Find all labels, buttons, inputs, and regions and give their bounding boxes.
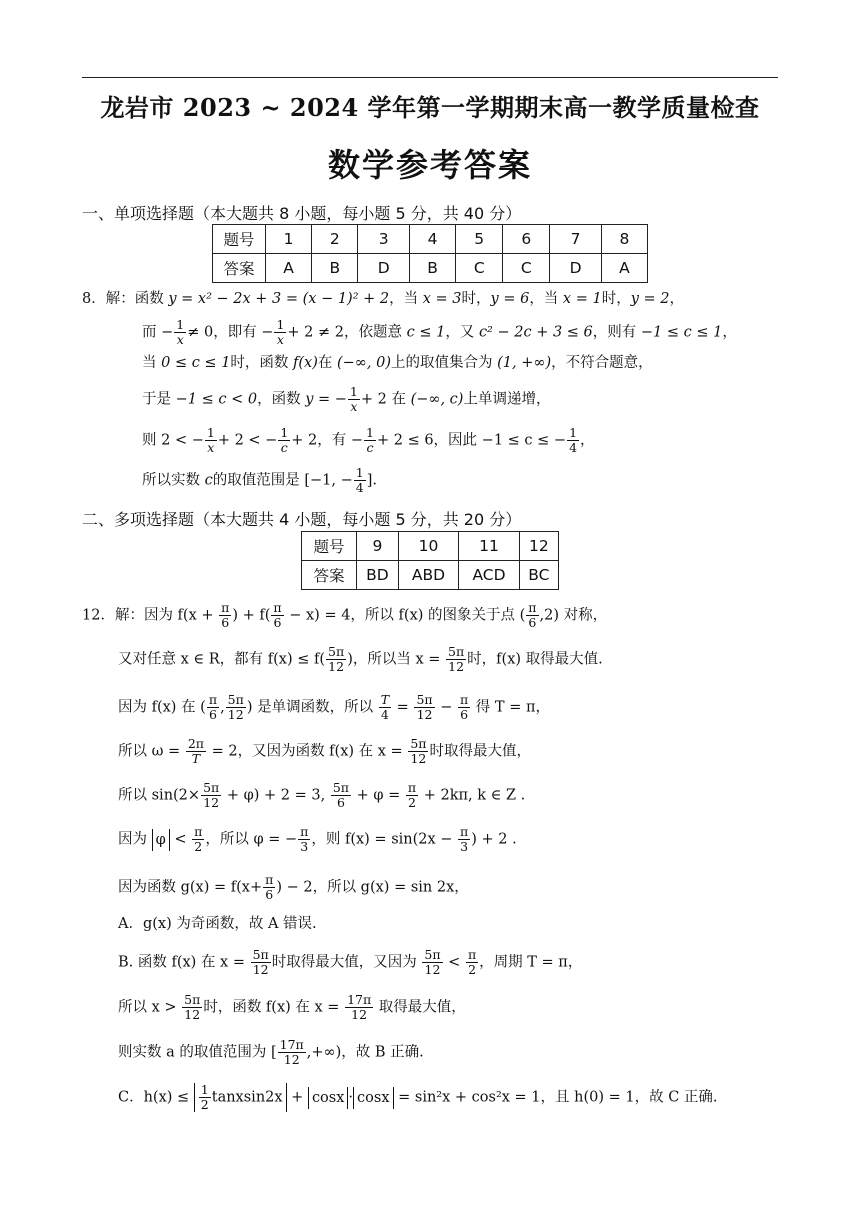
- text: − x) = 4，所以 f(x) 的图象关于点 (: [284, 607, 526, 624]
- numerator: π: [459, 692, 469, 707]
- text: = 2，又因为函数 f(x) 在 x =: [206, 743, 408, 760]
- numerator: 2π: [187, 736, 204, 751]
- text: + φ =: [352, 787, 405, 804]
- numerator: T: [380, 692, 390, 707]
- text: −: [435, 699, 457, 716]
- row-label: 答案: [302, 561, 357, 590]
- fraction: [271, 601, 283, 630]
- q12-line12: [118, 1083, 718, 1112]
- answer-cell: ABD: [398, 561, 459, 590]
- text: 取得最大值，: [374, 999, 466, 1016]
- math: (1, +∞): [497, 355, 552, 371]
- numerator: π: [407, 780, 417, 795]
- question-number-cell: 1: [266, 225, 312, 254]
- section1-heading: 一、单项选择题（本大题共 8 小题，每小题 5 分，共 40 分）: [82, 204, 522, 223]
- denominator: 12: [283, 1052, 300, 1067]
- text: 时，f(x) 取得最大值.: [467, 651, 603, 668]
- denominator: 6: [208, 707, 217, 722]
- q8-line4: [142, 385, 550, 414]
- denominator: 2: [200, 1097, 209, 1112]
- denominator: 12: [252, 962, 269, 977]
- text: ) − 2，所以 g(x) = sin 2x，: [276, 879, 469, 896]
- q12-line4: [118, 737, 531, 766]
- top-rule: [82, 77, 778, 78]
- math: [−1, −: [304, 472, 353, 489]
- denominator: 2: [468, 962, 477, 977]
- math: x = 1: [562, 291, 602, 307]
- fraction: [326, 645, 346, 674]
- numerator: π: [265, 872, 274, 887]
- denominator: 12: [410, 751, 427, 766]
- page-title: 龙岩市 2023 ~ 2024 学年第一学期期末高一教学质量检查: [100, 93, 760, 122]
- numerator: π: [221, 600, 230, 615]
- text: ，不符合题意，: [551, 355, 653, 371]
- text: =: [392, 699, 414, 716]
- numerator: 1: [569, 425, 578, 440]
- text: ，: [580, 432, 595, 449]
- section2-answer-table: [301, 531, 559, 590]
- text: 又对任意 x ∈ R，都有 f(x) ≤ f(: [118, 651, 326, 668]
- question-number-cell: 5: [456, 225, 503, 254]
- text: )，所以当 x =: [347, 651, 445, 668]
- denominator: x: [350, 399, 358, 414]
- text: ，: [722, 324, 737, 341]
- text: ，则 f(x) = sin(2x −: [311, 831, 458, 848]
- text: 于是: [142, 391, 176, 408]
- text: ，周期 T = π，: [479, 954, 583, 971]
- numerator: 5π: [448, 644, 465, 659]
- text: 则 2 < −: [142, 432, 204, 449]
- numerator: 5π: [227, 692, 244, 707]
- fraction: [274, 318, 286, 347]
- math: y = −: [305, 391, 347, 408]
- question-number-cell: 10: [398, 532, 459, 561]
- answer-cell: BC: [519, 561, 558, 590]
- text: ，函数: [257, 391, 306, 408]
- text: 的取值范围是: [212, 472, 305, 489]
- text: 时，: [601, 291, 631, 307]
- text: ≠ 0，即有 −: [187, 324, 274, 341]
- absolute-value: [194, 1083, 287, 1112]
- numerator: 5π: [203, 780, 220, 795]
- denominator: 12: [227, 707, 244, 722]
- question-number-cell: 2: [312, 225, 358, 254]
- fraction: [207, 693, 219, 722]
- numerator: 5π: [332, 780, 349, 795]
- math: 0 ≤ c ≤ 1: [161, 355, 231, 371]
- fraction: [345, 993, 373, 1022]
- row-label: 题号: [302, 532, 357, 561]
- fraction: [466, 948, 478, 977]
- fraction: [567, 426, 579, 455]
- math: c ≤ 1: [406, 324, 446, 341]
- question-number-cell: 3: [358, 225, 409, 254]
- numerator: 5π: [184, 992, 201, 1007]
- numerator: π: [273, 600, 282, 615]
- text: 当: [142, 355, 162, 371]
- text: A．g(x) 为奇函数，故 A 错误.: [118, 916, 317, 932]
- text: 所以实数: [142, 472, 205, 489]
- denominator: T: [191, 751, 201, 766]
- answer-cell: D: [358, 254, 409, 283]
- math: y = x² − 2x + 3 = (x − 1)² + 2: [168, 291, 390, 307]
- denominator: 12: [351, 1007, 368, 1022]
- question-number-cell: 11: [459, 532, 519, 561]
- numerator: π: [460, 824, 469, 839]
- text: + 2kπ, k ∈ Z .: [419, 787, 526, 804]
- fraction: [219, 601, 231, 630]
- text: 时取得最大值，又因为: [271, 954, 422, 971]
- q8-line3: [142, 352, 653, 374]
- text: + 2，有 −: [291, 432, 364, 449]
- numerator: 17π: [347, 992, 372, 1007]
- text: 8．解：函数: [82, 291, 169, 307]
- fraction: [422, 948, 442, 977]
- fraction: [364, 426, 376, 455]
- denominator: 3: [460, 839, 469, 854]
- page-subtitle: 数学参考答案: [327, 146, 532, 184]
- denominator: 4: [380, 707, 389, 722]
- denominator: 2: [408, 795, 416, 810]
- text: B. 函数 f(x) 在 x =: [118, 954, 250, 971]
- numerator: 1: [280, 425, 289, 440]
- text: 12．解：因为 f(x +: [82, 607, 219, 624]
- text: 得 T = π，: [471, 699, 550, 716]
- absolute-value: cosx: [308, 1087, 348, 1109]
- denominator: 6: [221, 615, 230, 630]
- text: = sin²x + cos²x = 1，且 h(0) = 1，故 C 正确.: [393, 1089, 718, 1106]
- fraction: [186, 737, 206, 766]
- text: ,+∞)，故 B 正确.: [306, 1044, 424, 1061]
- numerator: 1: [349, 384, 358, 399]
- fraction: [446, 645, 466, 674]
- q12-line9: [118, 948, 582, 977]
- text: 所以 sin(2×: [118, 787, 201, 804]
- math: y = 6: [490, 291, 530, 307]
- fraction: [526, 601, 538, 630]
- q12-line5: [118, 781, 525, 810]
- denominator: 6: [336, 795, 345, 810]
- fraction: [192, 825, 204, 854]
- fraction: [379, 693, 391, 722]
- q12-line7: [118, 873, 469, 902]
- absolute-value: φ: [152, 829, 170, 851]
- fraction: [406, 781, 418, 810]
- answer-cell: C: [503, 254, 550, 283]
- fraction: [263, 873, 275, 902]
- fraction: [278, 426, 290, 455]
- denominator: 12: [424, 962, 441, 977]
- denominator: 6: [265, 887, 274, 902]
- math: (−∞, c): [410, 391, 464, 408]
- question-number-cell: 9: [357, 532, 399, 561]
- fraction: [408, 737, 428, 766]
- answer-cell: C: [456, 254, 503, 283]
- answer-cell: A: [266, 254, 312, 283]
- numerator: 5π: [424, 947, 441, 962]
- text: + 2 ≤ 6，因此 −1 ≤ c ≤ −: [376, 432, 567, 449]
- numerator: π: [300, 824, 309, 839]
- fraction: [251, 948, 271, 977]
- numerator: 17π: [279, 1037, 304, 1052]
- q8-line6: [142, 466, 377, 495]
- answer-cell: D: [550, 254, 601, 283]
- text: 所以 x >: [118, 999, 182, 1016]
- text: <: [169, 831, 192, 848]
- fraction: [226, 693, 246, 722]
- question-number-cell: 8: [601, 225, 647, 254]
- denominator: 4: [355, 480, 364, 495]
- text: 而 −: [142, 324, 174, 341]
- denominator: 4: [569, 440, 578, 455]
- text: ，: [669, 291, 684, 307]
- absolute-value: cosx: [353, 1087, 393, 1109]
- fraction: [458, 825, 470, 854]
- numerator: 1: [206, 425, 215, 440]
- text: ，当: [389, 291, 423, 307]
- q12-line3: [118, 693, 550, 722]
- q12-line8: [118, 913, 317, 935]
- text: ，当: [529, 291, 563, 307]
- text: 时取得最大值，: [429, 743, 531, 760]
- denominator: 6: [273, 615, 282, 630]
- q12-line10: [118, 993, 466, 1022]
- text: 上单调递增，: [463, 391, 551, 408]
- answer-cell: B: [409, 254, 455, 283]
- answer-cell: B: [312, 254, 358, 283]
- numerator: 1: [366, 425, 374, 440]
- fraction: [348, 385, 360, 414]
- text: <: [443, 954, 465, 971]
- text: + 2 ≠ 2，依题意: [287, 324, 407, 341]
- text: 时，函数 f(x) 在 x =: [203, 999, 345, 1016]
- denominator: 12: [448, 659, 465, 674]
- text: 上的取值集合为: [391, 355, 498, 371]
- q8-line2: [142, 318, 737, 347]
- text: 时，: [461, 291, 491, 307]
- text: 在: [386, 391, 411, 408]
- text: ，则有: [592, 324, 641, 341]
- numerator: π: [528, 600, 537, 615]
- denominator: c: [280, 440, 288, 455]
- row-label: 答案: [213, 254, 266, 283]
- text: ,2) 对称，: [539, 607, 608, 624]
- numerator: 5π: [252, 947, 269, 962]
- fraction: [278, 1038, 306, 1067]
- denominator: x: [276, 332, 284, 347]
- math: −1 ≤ c ≤ 1: [640, 324, 723, 341]
- section1-answer-table: [212, 224, 648, 283]
- numerator: 5π: [410, 736, 427, 751]
- row-label: 题号: [213, 225, 266, 254]
- denominator: 3: [300, 839, 309, 854]
- q12-line11: [118, 1038, 424, 1067]
- fraction: [199, 1083, 211, 1112]
- denominator: 6: [460, 707, 469, 722]
- text: 则实数 a 的取值范围为 [: [118, 1044, 277, 1061]
- table-row-answers: [302, 561, 559, 590]
- numerator: 5π: [416, 692, 433, 707]
- text: ) + 2 .: [471, 831, 517, 848]
- denominator: 12: [328, 659, 345, 674]
- denominator: 6: [528, 615, 537, 630]
- fraction: [298, 825, 310, 854]
- text: 时，函数: [230, 355, 294, 371]
- text: ,: [220, 699, 225, 716]
- denominator: 12: [416, 707, 433, 722]
- text: 因为: [118, 831, 152, 848]
- text: tanxsin2x: [211, 1089, 283, 1106]
- text: ·: [348, 1089, 354, 1106]
- math: c: [204, 472, 213, 489]
- numerator: 1: [355, 465, 364, 480]
- math: −1 ≤ c < 0: [175, 391, 258, 408]
- math: y = 2: [630, 291, 670, 307]
- numerator: 1: [276, 317, 285, 332]
- fraction: [205, 426, 217, 455]
- table-row-answers: [213, 254, 648, 283]
- text: + φ) + 2 = 3,: [222, 787, 330, 804]
- math: f(x): [293, 355, 318, 371]
- fraction: [182, 993, 202, 1022]
- text: 所以 ω =: [118, 743, 185, 760]
- fraction: [331, 781, 351, 810]
- denominator: 2: [194, 839, 203, 854]
- text: 因为 f(x) 在 (: [118, 699, 206, 716]
- text: ) + f(: [232, 607, 271, 624]
- q12-line1: [82, 601, 607, 630]
- denominator: 12: [184, 1007, 201, 1022]
- denominator: x: [207, 440, 215, 455]
- numerator: 1: [176, 317, 185, 332]
- fraction: [354, 466, 366, 495]
- answer-cell: A: [601, 254, 647, 283]
- numerator: 1: [200, 1082, 209, 1097]
- question-number-cell: 4: [409, 225, 455, 254]
- text: + 2: [360, 391, 387, 408]
- text: ，所以 φ = −: [205, 831, 298, 848]
- text: 在: [317, 355, 337, 371]
- q12-line6: [118, 825, 517, 854]
- table-row-numbers: [213, 225, 648, 254]
- fraction: [174, 318, 186, 347]
- denominator: c: [366, 440, 374, 455]
- text: + 2 < −: [217, 432, 278, 449]
- section2-heading: 二、多项选择题（本大题共 4 小题，每小题 5 分，共 20 分）: [82, 510, 522, 529]
- answer-cell: BD: [357, 561, 399, 590]
- math: c² − 2c + 3 ≤ 6: [478, 324, 593, 341]
- numerator: 5π: [328, 644, 345, 659]
- question-number-cell: 12: [519, 532, 558, 561]
- text: 因为函数 g(x) = f(x+: [118, 879, 263, 896]
- q12-line2: [118, 645, 603, 674]
- text: +: [286, 1089, 308, 1106]
- text: C．h(x) ≤: [118, 1089, 194, 1106]
- fraction: [458, 693, 470, 722]
- denominator: x: [176, 332, 184, 347]
- math: (−∞, 0): [337, 355, 391, 371]
- numerator: π: [208, 692, 218, 707]
- numerator: π: [467, 947, 477, 962]
- q8-line1: [82, 288, 684, 310]
- math: x = 3: [422, 291, 462, 307]
- answer-cell: ACD: [459, 561, 519, 590]
- text: ].: [366, 472, 377, 489]
- fraction: [414, 693, 434, 722]
- question-number-cell: 7: [550, 225, 601, 254]
- denominator: 12: [203, 795, 220, 810]
- text: ，又: [445, 324, 479, 341]
- numerator: π: [194, 824, 203, 839]
- text: ) 是单调函数，所以: [246, 699, 378, 716]
- q8-line5: [142, 426, 595, 455]
- fraction: [201, 781, 221, 810]
- table-row-numbers: [302, 532, 559, 561]
- question-number-cell: 6: [503, 225, 550, 254]
